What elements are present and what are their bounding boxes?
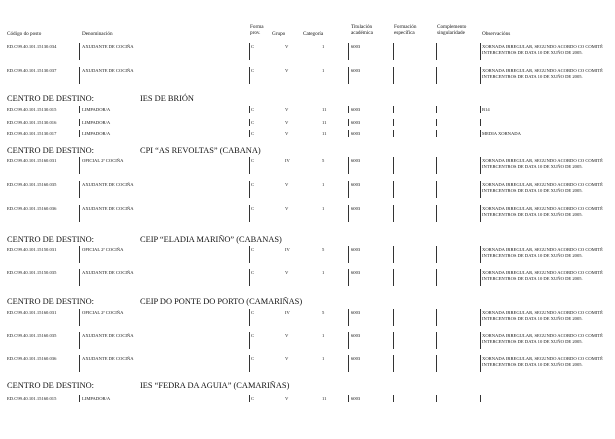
cell-categoria: 1: [322, 68, 325, 73]
column-divider: [348, 106, 349, 113]
table-row: [0, 396, 615, 404]
col-header-denominacion: Denominación: [82, 31, 113, 37]
column-divider: [480, 269, 481, 286]
cell-denominacion: LIMPADOR/A: [82, 131, 111, 136]
table-row: [0, 333, 615, 351]
cell-grupo: V: [285, 44, 289, 49]
column-divider: [393, 67, 394, 84]
column-divider: [79, 246, 80, 263]
column-divider: [249, 181, 250, 198]
column-divider: [393, 157, 394, 174]
column-divider: [436, 43, 437, 60]
cell-observacions: XORNADA IRREGULAR, SEGUNDO ACORDO CO COMITÉ INTERCENTROS DE DATA 10 DE XUÑO DE 2005.: [482, 182, 603, 193]
cell-categoria: 5: [322, 247, 325, 252]
centro-destino-name: CEIP DO PONTE DO PORTO (CAMARIÑAS): [140, 297, 303, 306]
cell-denominacion: OFICIAL 2ª COCIÑA: [82, 247, 124, 252]
table-row: [0, 158, 615, 176]
cell-observacions: MEDIA XORNADA: [482, 131, 521, 136]
cell-codigo: ED.C99.40.101.15130.034: [7, 44, 57, 49]
cell-titulacion: 6003: [351, 310, 361, 315]
cell-observacions: XORNADA IRREGULAR, SEGUNDO ACORDO CO COMITÉ INTERCENTROS DE DATA 10 DE XUÑO DE 2005.: [482, 310, 603, 321]
cell-titulacion: 6003: [351, 270, 361, 275]
column-divider: [348, 205, 349, 222]
cell-forma: C: [251, 270, 255, 275]
cell-grupo: V: [285, 356, 289, 361]
cell-categoria: 11: [322, 396, 327, 401]
cell-forma: C: [251, 131, 255, 136]
column-divider: [79, 332, 80, 349]
col-header-complemento: Complemento singularidade: [437, 24, 467, 36]
cell-denominacion: AXUDANTE DE COCIÑA: [82, 182, 134, 187]
cell-forma: C: [251, 396, 255, 401]
column-divider: [348, 269, 349, 286]
column-divider: [79, 269, 80, 286]
cell-categoria: 5: [322, 310, 325, 315]
column-divider: [249, 269, 250, 286]
col-header-categoria: Categoría: [303, 31, 324, 37]
column-divider: [393, 181, 394, 198]
cell-grupo: V: [285, 68, 289, 73]
column-divider: [249, 355, 250, 372]
cell-codigo: ED.C99.40.101.15130.037: [7, 68, 57, 73]
cell-categoria: 1: [322, 333, 325, 338]
cell-grupo: V: [285, 333, 289, 338]
column-divider: [348, 157, 349, 174]
cell-codigo: ED.C99.40.101.15150.031: [7, 247, 57, 252]
cell-categoria: 1: [322, 44, 325, 49]
column-divider: [393, 246, 394, 263]
column-divider: [249, 106, 250, 113]
column-divider: [249, 130, 250, 137]
column-divider: [436, 355, 437, 372]
column-divider: [480, 332, 481, 349]
column-divider: [480, 395, 481, 402]
column-divider: [436, 157, 437, 174]
cell-observacions: XORNADA IRREGULAR, SEGUNDO ACORDO CO COMITÉ INTERCENTROS DE DATA 10 DE XUÑO DE 2005.: [482, 270, 603, 281]
table-row: [0, 68, 615, 86]
column-divider: [393, 332, 394, 349]
cell-forma: C: [251, 68, 255, 73]
column-divider: [79, 395, 80, 402]
cell-codigo: ED.C99.40.101.15160.015: [7, 396, 57, 401]
col-header-grupo: Grupo: [272, 31, 286, 37]
column-divider: [79, 106, 80, 113]
cell-codigo: ED.C99.40.101.15130.016: [7, 120, 57, 125]
cell-forma: C: [251, 206, 255, 211]
cell-forma: C: [251, 44, 255, 49]
column-divider: [348, 181, 349, 198]
cell-denominacion: OFICIAL 2ª COCIÑA: [82, 310, 124, 315]
column-divider: [436, 395, 437, 402]
cell-observacions: XORNADA IRREGULAR, SEGUNDO ACORDO CO COMITÉ INTERCENTROS DE DATA 10 DE XUÑO DE 2005.: [482, 333, 603, 344]
cell-forma: C: [251, 107, 255, 112]
centro-destino-label: CENTRO DE DESTINO:: [7, 94, 95, 103]
cell-observacions: XORNADA IRREGULAR, SEGUNDO ACORDO CO COMITÉ INTERCENTROS DE DATA 10 DE XUÑO DE 2005.: [482, 206, 603, 217]
centro-destino-label: CENTRO DE DESTINO:: [7, 146, 95, 155]
column-divider: [480, 205, 481, 222]
cell-titulacion: 6003: [351, 206, 361, 211]
cell-titulacion: 6003: [351, 158, 361, 163]
cell-codigo: ED.C99.40.101.15160.036: [7, 206, 57, 211]
column-divider: [249, 309, 250, 326]
cell-codigo: ED.C99.40.101.15150.035: [7, 270, 57, 275]
column-divider: [436, 269, 437, 286]
column-divider: [436, 309, 437, 326]
cell-grupo: V: [285, 182, 289, 187]
cell-grupo: IV: [285, 310, 290, 315]
column-divider: [436, 181, 437, 198]
column-divider: [436, 130, 437, 137]
column-divider: [79, 67, 80, 84]
centro-destino-name: CEIP “ELADIA MARIÑO” (CABANAS): [140, 235, 282, 244]
centro-destino-name: IES DE BRIÓN: [140, 94, 194, 103]
cell-titulacion: 6003: [351, 396, 361, 401]
cell-titulacion: 6003: [351, 356, 361, 361]
col-header-observacions: Observacións: [482, 31, 511, 37]
column-divider: [480, 130, 481, 137]
cell-denominacion: LIMPADOR/A: [82, 107, 111, 112]
cell-denominacion: LIMPADOR/A: [82, 396, 111, 401]
cell-categoria: 11: [322, 120, 327, 125]
cell-titulacion: 6003: [351, 120, 361, 125]
cell-forma: C: [251, 182, 255, 187]
centro-destino-label: CENTRO DE DESTINO:: [7, 235, 95, 244]
cell-grupo: V: [285, 131, 289, 136]
cell-observacions: B14: [482, 107, 490, 112]
table-row: [0, 120, 615, 128]
column-divider: [79, 355, 80, 372]
column-divider: [393, 269, 394, 286]
column-divider: [480, 309, 481, 326]
column-divider: [393, 395, 394, 402]
column-divider: [79, 205, 80, 222]
column-divider: [348, 67, 349, 84]
column-divider: [480, 181, 481, 198]
cell-observacions: XORNADA IRREGULAR, SEGUNDO ACORDO CO COMITÉ INTERCENTROS DE DATA 10 DE XUÑO DE 2005.: [482, 356, 603, 367]
cell-categoria: 1: [322, 206, 325, 211]
column-divider: [249, 157, 250, 174]
table-row: [0, 270, 615, 288]
cell-observacions: XORNADA IRREGULAR, SEGUNDO ACORDO CO COMITÉ INTERCENTROS DE DATA 10 DE XUÑO DE 2005.: [482, 158, 603, 169]
table-row: [0, 310, 615, 328]
column-divider: [249, 395, 250, 402]
cell-grupo: V: [285, 120, 289, 125]
cell-forma: C: [251, 120, 255, 125]
column-divider: [393, 119, 394, 126]
cell-observacions: XORNADA IRREGULAR, SEGUNDO ACORDO CO COMITÉ INTERCENTROS DE DATA 10 DE XUÑO DE 2005.: [482, 44, 603, 55]
column-divider: [249, 332, 250, 349]
column-divider: [393, 106, 394, 113]
column-divider: [436, 246, 437, 263]
cell-codigo: ED.C99.40.101.15130.017: [7, 131, 57, 136]
centro-destino-label: CENTRO DE DESTINO:: [7, 381, 95, 390]
cell-codigo: ED.C99.40.101.15160.035: [7, 333, 57, 338]
column-divider: [436, 332, 437, 349]
cell-denominacion: AXUDANTE DE COCIÑA: [82, 44, 134, 49]
column-divider: [249, 119, 250, 126]
table-row: [0, 44, 615, 62]
table-row: [0, 182, 615, 200]
col-header-titulacion: Titulación académica: [351, 24, 373, 36]
cell-observacions: XORNADA IRREGULAR, SEGUNDO ACORDO CO COMITÉ INTERCENTROS DE DATA 10 DE XUÑO DE 2005.: [482, 247, 603, 258]
column-divider: [393, 130, 394, 137]
centro-destino-name: CPI “AS REVOLTAS” (CABANA): [140, 146, 261, 155]
table-row: [0, 247, 615, 265]
col-header-codigo: Código do posto: [7, 31, 42, 37]
cell-categoria: 11: [322, 107, 327, 112]
cell-categoria: 1: [322, 182, 325, 187]
column-divider: [249, 67, 250, 84]
cell-categoria: 5: [322, 158, 325, 163]
table-row: [0, 107, 615, 115]
cell-grupo: V: [285, 107, 289, 112]
column-divider: [393, 205, 394, 222]
column-divider: [79, 43, 80, 60]
cell-titulacion: 6003: [351, 44, 361, 49]
column-divider: [436, 119, 437, 126]
table-row: [0, 131, 615, 139]
cell-denominacion: AXUDANTE DE COCIÑA: [82, 333, 134, 338]
column-divider: [480, 119, 481, 126]
column-divider: [249, 43, 250, 60]
cell-titulacion: 6003: [351, 247, 361, 252]
column-divider: [480, 355, 481, 372]
column-divider: [480, 43, 481, 60]
cell-forma: C: [251, 247, 255, 252]
cell-titulacion: 6003: [351, 131, 361, 136]
cell-grupo: V: [285, 270, 289, 275]
column-divider: [348, 332, 349, 349]
column-divider: [348, 119, 349, 126]
column-divider: [348, 355, 349, 372]
cell-forma: C: [251, 333, 255, 338]
centro-destino-label: CENTRO DE DESTINO:: [7, 297, 95, 306]
cell-categoria: 1: [322, 356, 325, 361]
cell-titulacion: 6003: [351, 68, 361, 73]
cell-forma: C: [251, 310, 255, 315]
table-row: [0, 206, 615, 224]
column-divider: [393, 309, 394, 326]
column-divider: [480, 157, 481, 174]
column-divider: [393, 43, 394, 60]
cell-titulacion: 6003: [351, 333, 361, 338]
column-divider: [348, 309, 349, 326]
cell-forma: C: [251, 158, 255, 163]
column-divider: [480, 106, 481, 113]
cell-observacions: XORNADA IRREGULAR, SEGUNDO ACORDO CO COMITÉ INTERCENTROS DE DATA 10 DE XUÑO DE 2005.: [482, 68, 603, 79]
cell-denominacion: AXUDANTE DE COCIÑA: [82, 270, 134, 275]
cell-denominacion: AXUDANTE DE COCIÑA: [82, 206, 134, 211]
column-divider: [436, 205, 437, 222]
cell-categoria: 11: [322, 131, 327, 136]
col-header-formacion: Formación específica: [394, 24, 417, 36]
cell-titulacion: 6003: [351, 182, 361, 187]
column-divider: [348, 246, 349, 263]
cell-codigo: ED.C99.40.101.15160.031: [7, 310, 57, 315]
cell-denominacion: AXUDANTE DE COCIÑA: [82, 68, 134, 73]
column-divider: [79, 130, 80, 137]
cell-titulacion: 6003: [351, 107, 361, 112]
cell-denominacion: OFICIAL 2ª COCIÑA: [82, 158, 124, 163]
column-divider: [480, 67, 481, 84]
centro-destino-name: IES “FEDRA DA AGUIA” (CAMARIÑAS): [140, 381, 290, 390]
cell-codigo: ED.C99.40.101.15160.031: [7, 158, 57, 163]
column-divider: [393, 355, 394, 372]
cell-codigo: ED.C99.40.101.15130.015: [7, 107, 57, 112]
column-divider: [79, 119, 80, 126]
cell-grupo: IV: [285, 247, 290, 252]
column-divider: [249, 246, 250, 263]
cell-codigo: ED.C99.40.101.15160.035: [7, 182, 57, 187]
column-divider: [79, 181, 80, 198]
column-divider: [79, 309, 80, 326]
cell-denominacion: LIMPADOR/A: [82, 120, 111, 125]
column-divider: [249, 205, 250, 222]
column-divider: [348, 43, 349, 60]
column-divider: [480, 246, 481, 263]
col-header-forma: Forma prov.: [250, 24, 264, 36]
cell-forma: C: [251, 356, 255, 361]
column-divider: [348, 395, 349, 402]
column-divider: [79, 157, 80, 174]
cell-grupo: V: [285, 396, 289, 401]
column-divider: [436, 106, 437, 113]
cell-categoria: 1: [322, 270, 325, 275]
column-divider: [348, 130, 349, 137]
table-row: [0, 356, 615, 374]
cell-denominacion: AXUDANTE DE COCIÑA: [82, 356, 134, 361]
cell-grupo: IV: [285, 158, 290, 163]
cell-grupo: V: [285, 206, 289, 211]
column-divider: [436, 67, 437, 84]
cell-codigo: ED.C99.40.101.15160.036: [7, 356, 57, 361]
